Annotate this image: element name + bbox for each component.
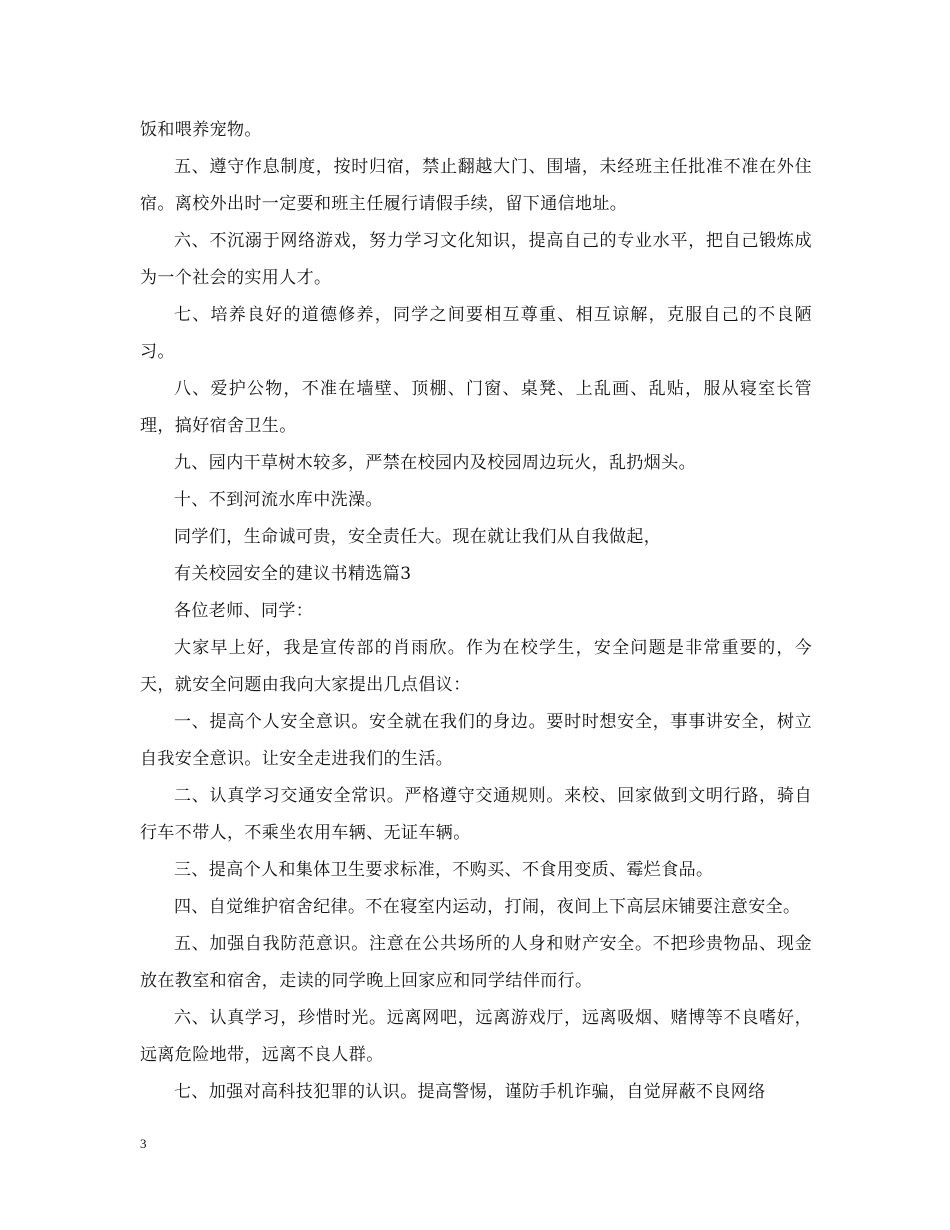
- paragraph-rule-10: 十、不到河流水库中洗澡。: [174, 490, 383, 510]
- paragraph-continuation: 饭和喂养宠物。: [140, 120, 262, 140]
- paragraph-rule-7: 七、培养良好的道德修养，同学之间要相互尊重、相互谅解，克服自己的不良陋习。: [140, 305, 812, 362]
- section-heading: 有关校园安全的建议书精选篇3: [174, 564, 412, 584]
- paragraph-rule-9: 九、园内干草树木较多，严禁在校园内及校园周边玩火，乱扔烟头。: [174, 453, 696, 473]
- paragraph-rule-5: 五、遵守作息制度，按时归宿，禁止翻越大门、围墙，未经班主任批准不准在外住宿。离校外出时一定要和班主任履行请假手续，留下通信地址。: [140, 157, 812, 214]
- paragraph-proposal-1: 一、提高个人安全意识。安全就在我们的身边。要时时想安全，事事讲安全，树立自我安全意识。让安全走进我们的生活。: [140, 712, 812, 769]
- paragraph-proposal-5: 五、加强自我防范意识。注意在公共场所的人身和财产安全。不把珍贵物品、现金放在教室和宿舍，走读的同学晚上回家应和同学结伴而行。: [140, 934, 812, 991]
- paragraph-proposal-7: 七、加强对高科技犯罪的认识。提高警惕，谨防手机诈骗，自觉屏蔽不良网络: [174, 1082, 766, 1102]
- paragraph-proposal-4: 四、自觉维护宿舍纪律。不在寝室内运动，打闹，夜间上下高层床铺要注意安全。: [174, 897, 801, 917]
- document-body: [140, 112, 812, 1111]
- paragraph-proposal-2: 二、认真学习交通安全常识。严格遵守交通规则。来校、回家做到文明行路，骑自行车不带人，不乘坐农用车辆、无证车辆。: [140, 786, 812, 843]
- paragraph-closing: 同学们，生命诚可贵，安全责任大。现在就让我们从自我做起，: [174, 527, 662, 547]
- paragraph-rule-8: 八、爱护公物，不准在墙壁、顶棚、门窗、桌凳、上乱画、乱贴，服从寝室长管理，搞好宿舍卫生。: [140, 379, 812, 436]
- paragraph-proposal-3: 三、提高个人和集体卫生要求标准，不购买、不食用变质、霉烂食品。: [174, 860, 714, 880]
- page-number: 3: [140, 1136, 147, 1151]
- paragraph-rule-6: 六、不沉溺于网络游戏，努力学习文化知识，提高自己的专业水平，把自己锻炼成为一个社会的实用人才。: [140, 231, 812, 288]
- paragraph-proposal-6: 六、认真学习，珍惜时光。远离网吧，远离游戏厅，远离吸烟、赌博等不良嗜好，远离危险地带，远离不良人群。: [140, 1008, 812, 1065]
- paragraph-intro: 大家早上好，我是宣传部的肖雨欣。作为在校学生，安全问题是非常重要的，今天，就安全问题由我向大家提出几点倡议：: [140, 638, 812, 695]
- salutation: 各位老师、同学：: [174, 601, 314, 621]
